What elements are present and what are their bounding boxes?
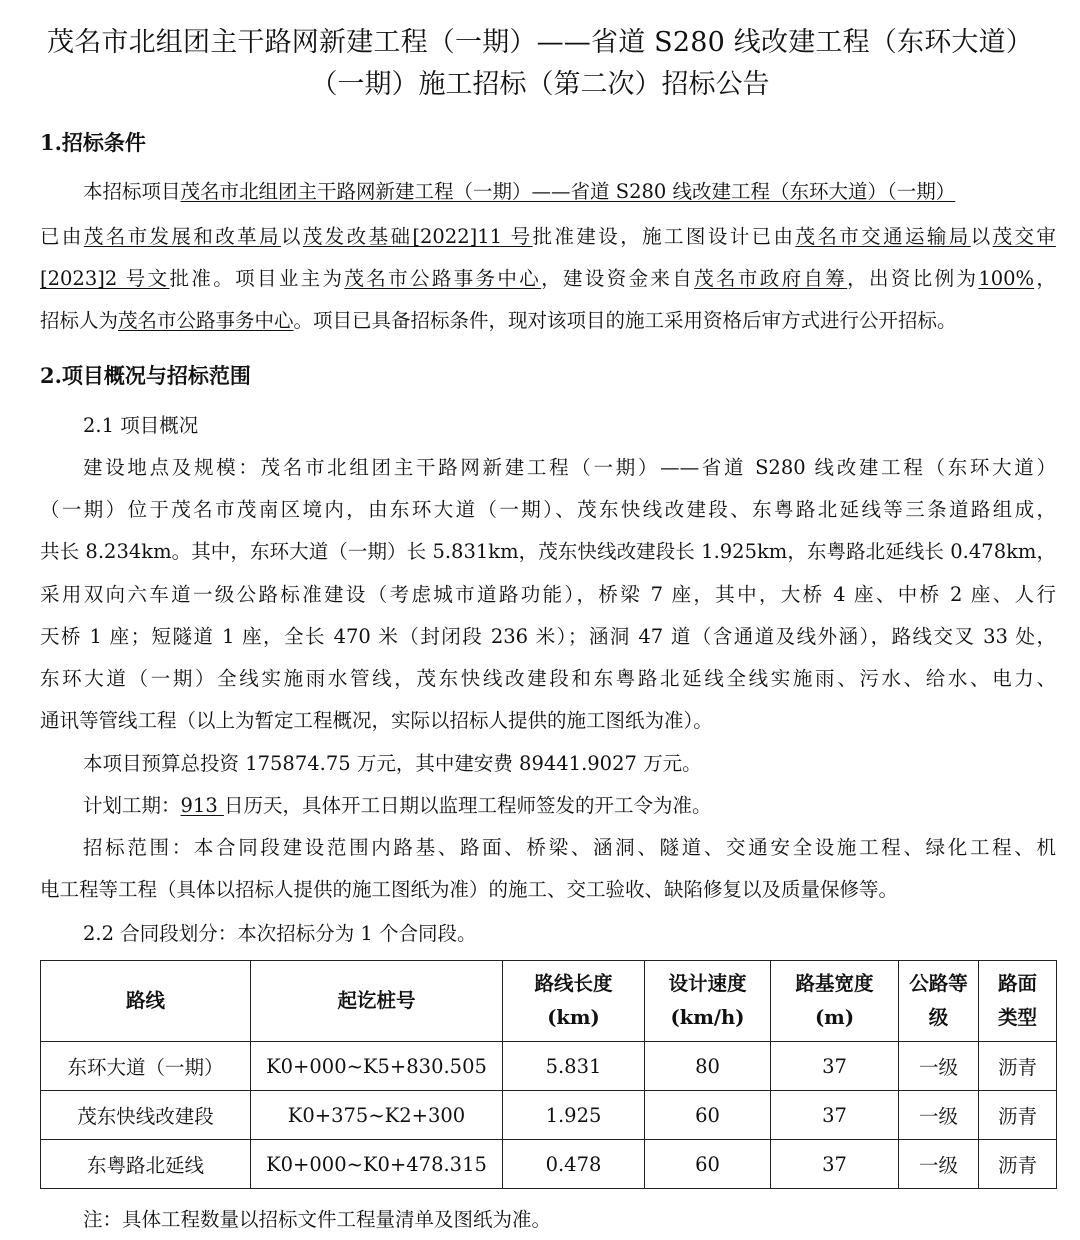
document-title-line-1: 茂名市北组团主干路网新建工程（一期）——省道 S280 线改建工程（东环大道） [47,27,1033,58]
overview-line: 采用双向六车道一级公路标准建设（考虑城市道路功能），桥梁 7 座，其中，大桥 4 座、中桥 2 座、人行 [40,583,1056,606]
funding-ratio: 100% [978,267,1035,290]
subsection-2-2-heading: 2.2 合同段划分：本次招标分为 1 个合同段。 [83,922,477,945]
section-1-paragraph-line-2: 已由茂名市发展和改革局以茂发改基础[2022]11 号批准建设，施工图设计已由茂名市交通运输局以茂交审 [40,225,1056,248]
overview-line: 通讯等管线工程（以上为暂定工程概况，实际以招标人提供的施工图纸为准）。 [40,709,713,732]
overview-line: （一期）位于茂名市茂南区境内，由东环大道（一期）、茂东快线改建段、东粤路北延线等三条道路组成， [40,498,1056,521]
construction-period-line: 计划工期：913 日历天，具体开工日期以监理工程师签发的开工令为准。 [83,794,712,817]
section-1-paragraph-line-4: 招标人为茂名市公路事务中心。项目已具备招标条件，现对该项目的施工采用资格后审方式进行公开招标。 [40,309,957,332]
subsection-2-1-heading: 2.1 项目概况 [83,414,199,437]
approval-authority: 茂名市发展和改革局 [83,225,281,248]
scope-line-2: 电工程等工程（具体以招标人提供的施工图纸为准）的施工、交工验收、缺陷修复以及质量保修等。 [40,878,899,901]
project-owner: 茂名市公路事务中心 [344,267,542,290]
header-width: 路基宽度 (m) [771,961,899,1042]
table-header-row [41,961,1057,1042]
table-row: 东环大道（一期） K0+000~K5+830.505 5.831 80 37 一级 沥青 [41,1042,1057,1091]
header-pavement: 路面 类型 [979,961,1057,1042]
tenderer: 茂名市公路事务中心 [118,309,294,332]
investment-line: 本项目预算总投资 175874.75 万元，其中建安费 89441.9027 万元。 [83,752,702,775]
header-length: 路线长度 (km) [503,961,645,1042]
overview-line: 天桥 1 座；短隧道 1 座，全长 470 米（封闭段 236 米）；涵洞 47 道（含通道及线外涵），路线交叉 33 处， [40,625,1056,648]
contract-section-table [40,960,1057,1189]
section-2-heading: 2.项目概况与招标范围 [40,363,251,388]
table-note: 注：具体工程数量以招标文件工程量清单及图纸为准。 [83,1208,552,1231]
header-chainage: 起讫桩号 [251,961,503,1042]
table-row: 茂东快线改建段 K0+375~K2+300 1.925 60 37 一级 沥青 [41,1091,1057,1140]
header-speed: 设计速度 (km/h) [645,961,771,1042]
section-1-heading: 1.招标条件 [40,130,146,155]
scope-line-1: 招标范围：本合同段建设范围内路基、路面、桥梁、涵洞、隧道、交通安全设施工程、绿化工程、机 [83,836,1056,859]
header-grade: 公路等 级 [899,961,979,1042]
period-days: 913 [180,794,224,817]
project-name: 茂名市北组团主干路网新建工程（一期）——省道 S280 线改建工程（东环大道）（一期） [180,180,956,203]
design-approval-authority: 茂名市交通运输局 [795,225,971,248]
section-1-paragraph-line-1: 本招标项目茂名市北组团主干路网新建工程（一期）——省道 S280 线改建工程（东环大道）（一期） [83,180,956,203]
document-title-line-2: （一期）施工招标（第二次）招标公告 [310,69,770,100]
header-route: 路线 [41,961,251,1042]
overview-line: 共长 8.234km。其中，东环大道（一期）长 5.831km，茂东快线改建段长 1.925km，东粤路北延线长 0.478km， [40,540,1056,563]
table-row: 东粤路北延线 K0+000~K0+478.315 0.478 60 37 一级 沥青 [41,1140,1057,1189]
section-1-paragraph-line-3: [2023]2 号文批准。项目业主为茂名市公路事务中心，建设资金来自茂名市政府自筹，出资比例为100%， [40,267,1056,290]
approval-document: 茂发改基础[2022]11 号 [302,225,533,248]
overview-line: 建设地点及规模：茂名市北组团主干路网新建工程（一期）——省道 S280 线改建工程（东环大道） [83,456,1056,479]
overview-line: 东环大道（一期）全线实施雨水管线，茂东快线改建段和东粤路北延线全线实施雨、污水、给水、电力、 [40,667,1056,690]
funding-source: 茂名市政府自筹 [694,267,848,290]
